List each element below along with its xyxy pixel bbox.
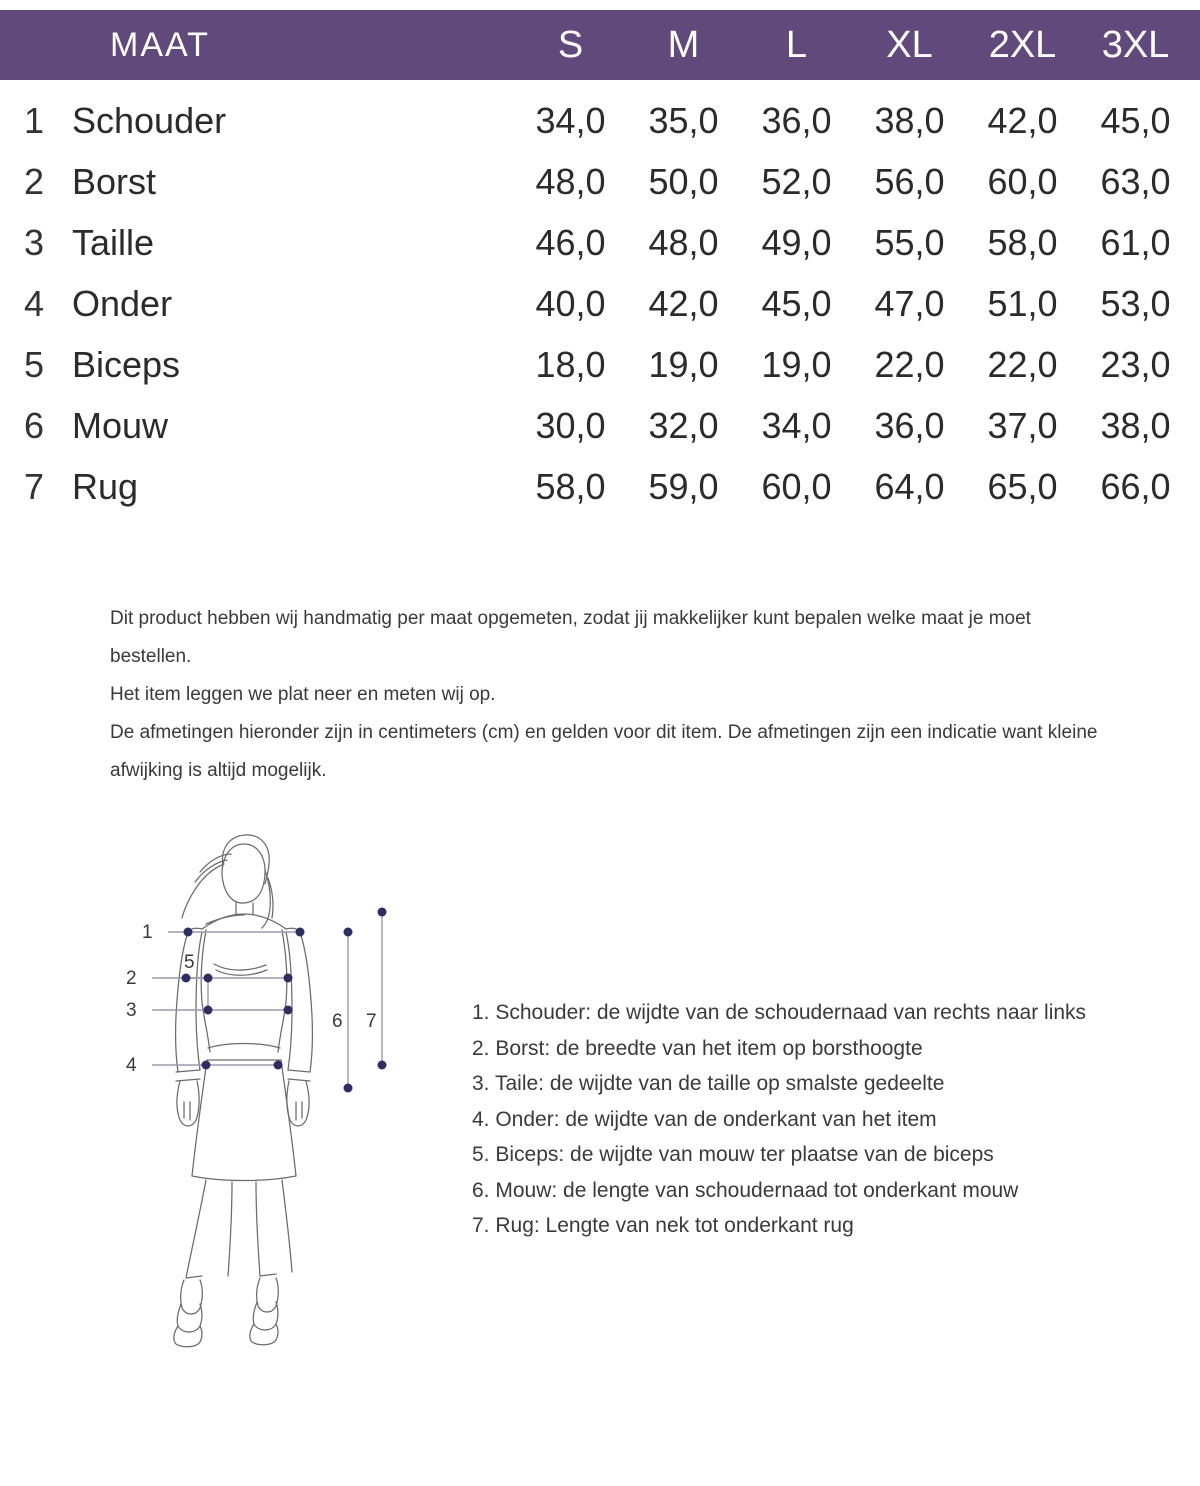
marker-bust-right: [284, 974, 293, 983]
callout-3: 3: [126, 1000, 137, 1021]
row-label: Mouw: [72, 404, 169, 446]
callout-numbers: [126, 922, 377, 1076]
legend-item-1: 1. Schouder: de wijdte van de schoudernaad van rechts naar links: [472, 1001, 1087, 1024]
figure-and-legend-section: [0, 820, 1200, 1380]
measurement-note: [110, 600, 1110, 790]
column-header-2xl: 2XL: [988, 23, 1057, 66]
cell-xl: 64,0: [874, 465, 945, 507]
table-row: [0, 151, 1200, 212]
row-index: 1: [23, 99, 44, 141]
row-label: Onder: [72, 282, 173, 324]
table-row: [0, 334, 1200, 395]
cell-2xl: 42,0: [987, 99, 1058, 141]
note-line-3: De afmetingen hieronder zijn in centimeters (cm) en gelden voor dit item. De afmetingen zijn een indicatie want kleine afwijking is altijd mogelijk.: [110, 722, 1098, 781]
measurement-legend: [472, 995, 1132, 1244]
cell-m: 48,0: [648, 221, 719, 263]
cell-2xl: 58,0: [987, 221, 1058, 263]
cell-3xl: 53,0: [1100, 282, 1171, 324]
marker-shoulder-right: [296, 928, 305, 937]
cell-s: 48,0: [535, 160, 606, 202]
marker-waist-left: [204, 1006, 213, 1015]
callout-4: 4: [126, 1055, 137, 1076]
cell-l: 45,0: [761, 282, 832, 324]
column-header-l: L: [785, 23, 808, 66]
table-row: [0, 395, 1200, 456]
cell-2xl: 65,0: [987, 465, 1058, 507]
row-label: Schouder: [72, 99, 227, 141]
cell-l: 19,0: [761, 343, 832, 385]
cell-xl: 38,0: [874, 99, 945, 141]
cell-l: 36,0: [761, 99, 832, 141]
cell-3xl: 61,0: [1100, 221, 1171, 263]
cell-2xl: 37,0: [987, 404, 1058, 446]
legend-item-3: 3. Taile: de wijdte van de taille op smalste gedeelte: [472, 1072, 945, 1095]
cell-s: 46,0: [535, 221, 606, 263]
marker-bottom-right: [274, 1061, 283, 1070]
legend-item-5: 5. Biceps: de wijdte van mouw ter plaatse van de biceps: [472, 1143, 994, 1166]
column-header-xl: XL: [886, 23, 933, 66]
cell-3xl: 38,0: [1100, 404, 1171, 446]
column-header-s: S: [557, 23, 584, 66]
row-label: Borst: [72, 160, 157, 202]
cell-2xl: 22,0: [987, 343, 1058, 385]
column-header-maat: MAAT: [110, 25, 210, 64]
table-row: [0, 212, 1200, 273]
cell-xl: 22,0: [874, 343, 945, 385]
cell-xl: 55,0: [874, 221, 945, 263]
marker-bottom-left: [202, 1061, 211, 1070]
column-header-3xl: 3XL: [1101, 23, 1170, 66]
cell-3xl: 66,0: [1100, 465, 1171, 507]
cell-xl: 47,0: [874, 282, 945, 324]
table-row: [0, 90, 1200, 151]
cell-l: 49,0: [761, 221, 832, 263]
note-line-1: Dit product hebben wij handmatig per maat opgemeten, zodat jij makkelijker kunt bepalen welke maat je moet bestellen.: [110, 608, 1031, 667]
cell-s: 58,0: [535, 465, 606, 507]
marker-shoulder-left: [184, 928, 193, 937]
cell-3xl: 45,0: [1100, 99, 1171, 141]
row-values: [514, 161, 1200, 203]
marker-back-bottom: [378, 1061, 387, 1070]
cell-2xl: 60,0: [987, 160, 1058, 202]
cell-m: 42,0: [648, 282, 719, 324]
row-values: [514, 405, 1200, 447]
callout-2: 2: [126, 968, 137, 989]
legend-item-2: 2. Borst: de breedte van het item op borsthoogte: [472, 1036, 923, 1060]
cell-s: 40,0: [535, 282, 606, 324]
legend-item-6: 6. Mouw: de lengte van schoudernaad tot onderkant mouw: [472, 1178, 1019, 1202]
cell-m: 32,0: [648, 404, 719, 446]
row-values: [514, 100, 1200, 142]
cell-m: 19,0: [648, 343, 719, 385]
table-body: [0, 80, 1200, 517]
note-line-2: Het item leggen we plat neer en meten wij op.: [110, 684, 496, 705]
marker-back-top: [378, 908, 387, 917]
row-values: [514, 466, 1200, 508]
row-index: 7: [23, 465, 44, 507]
row-index: 5: [23, 343, 44, 385]
row-label: Biceps: [72, 343, 181, 385]
cell-xl: 36,0: [874, 404, 945, 446]
row-label: Taille: [72, 221, 155, 263]
size-column-headers: [210, 24, 1200, 67]
marker-biceps-left: [182, 974, 191, 983]
female-figure-illustration: [110, 820, 440, 1360]
cell-s: 30,0: [535, 404, 606, 446]
callout-1: 1: [142, 922, 153, 943]
row-values: [514, 222, 1200, 264]
legend-item-4: 4. Onder: de wijdte van de onderkant van het item: [472, 1107, 937, 1131]
callout-7: 7: [366, 1011, 377, 1032]
cell-l: 60,0: [761, 465, 832, 507]
cell-m: 50,0: [648, 160, 719, 202]
column-header-m: M: [667, 23, 700, 66]
body-outline: [174, 835, 313, 1347]
cell-m: 59,0: [648, 465, 719, 507]
size-chart-table: [0, 0, 1200, 517]
row-index: 2: [23, 160, 44, 202]
cell-xl: 56,0: [874, 160, 945, 202]
cell-s: 18,0: [535, 343, 606, 385]
marker-waist-right: [284, 1006, 293, 1015]
table-row: [0, 273, 1200, 334]
row-values: [514, 283, 1200, 325]
marker-sleeve-bottom: [344, 1084, 353, 1093]
row-index: 4: [23, 282, 44, 324]
measurement-diagram: [110, 820, 440, 1360]
marker-bust-left: [204, 974, 213, 983]
row-label: Rug: [72, 465, 139, 507]
cell-3xl: 23,0: [1100, 343, 1171, 385]
cell-m: 35,0: [648, 99, 719, 141]
cell-2xl: 51,0: [987, 282, 1058, 324]
cell-s: 34,0: [535, 99, 606, 141]
table-row: [0, 456, 1200, 517]
callout-6: 6: [332, 1011, 343, 1032]
callout-5: 5: [184, 952, 195, 973]
marker-sleeve-top: [344, 928, 353, 937]
table-header-band: [0, 10, 1200, 80]
row-index: 6: [23, 404, 44, 446]
row-values: [514, 344, 1200, 386]
cell-3xl: 63,0: [1100, 160, 1171, 202]
cell-l: 52,0: [761, 160, 832, 202]
row-index: 3: [23, 221, 44, 263]
legend-item-7: 7. Rug: Lengte van nek tot onderkant rug: [472, 1214, 854, 1237]
cell-l: 34,0: [761, 404, 832, 446]
